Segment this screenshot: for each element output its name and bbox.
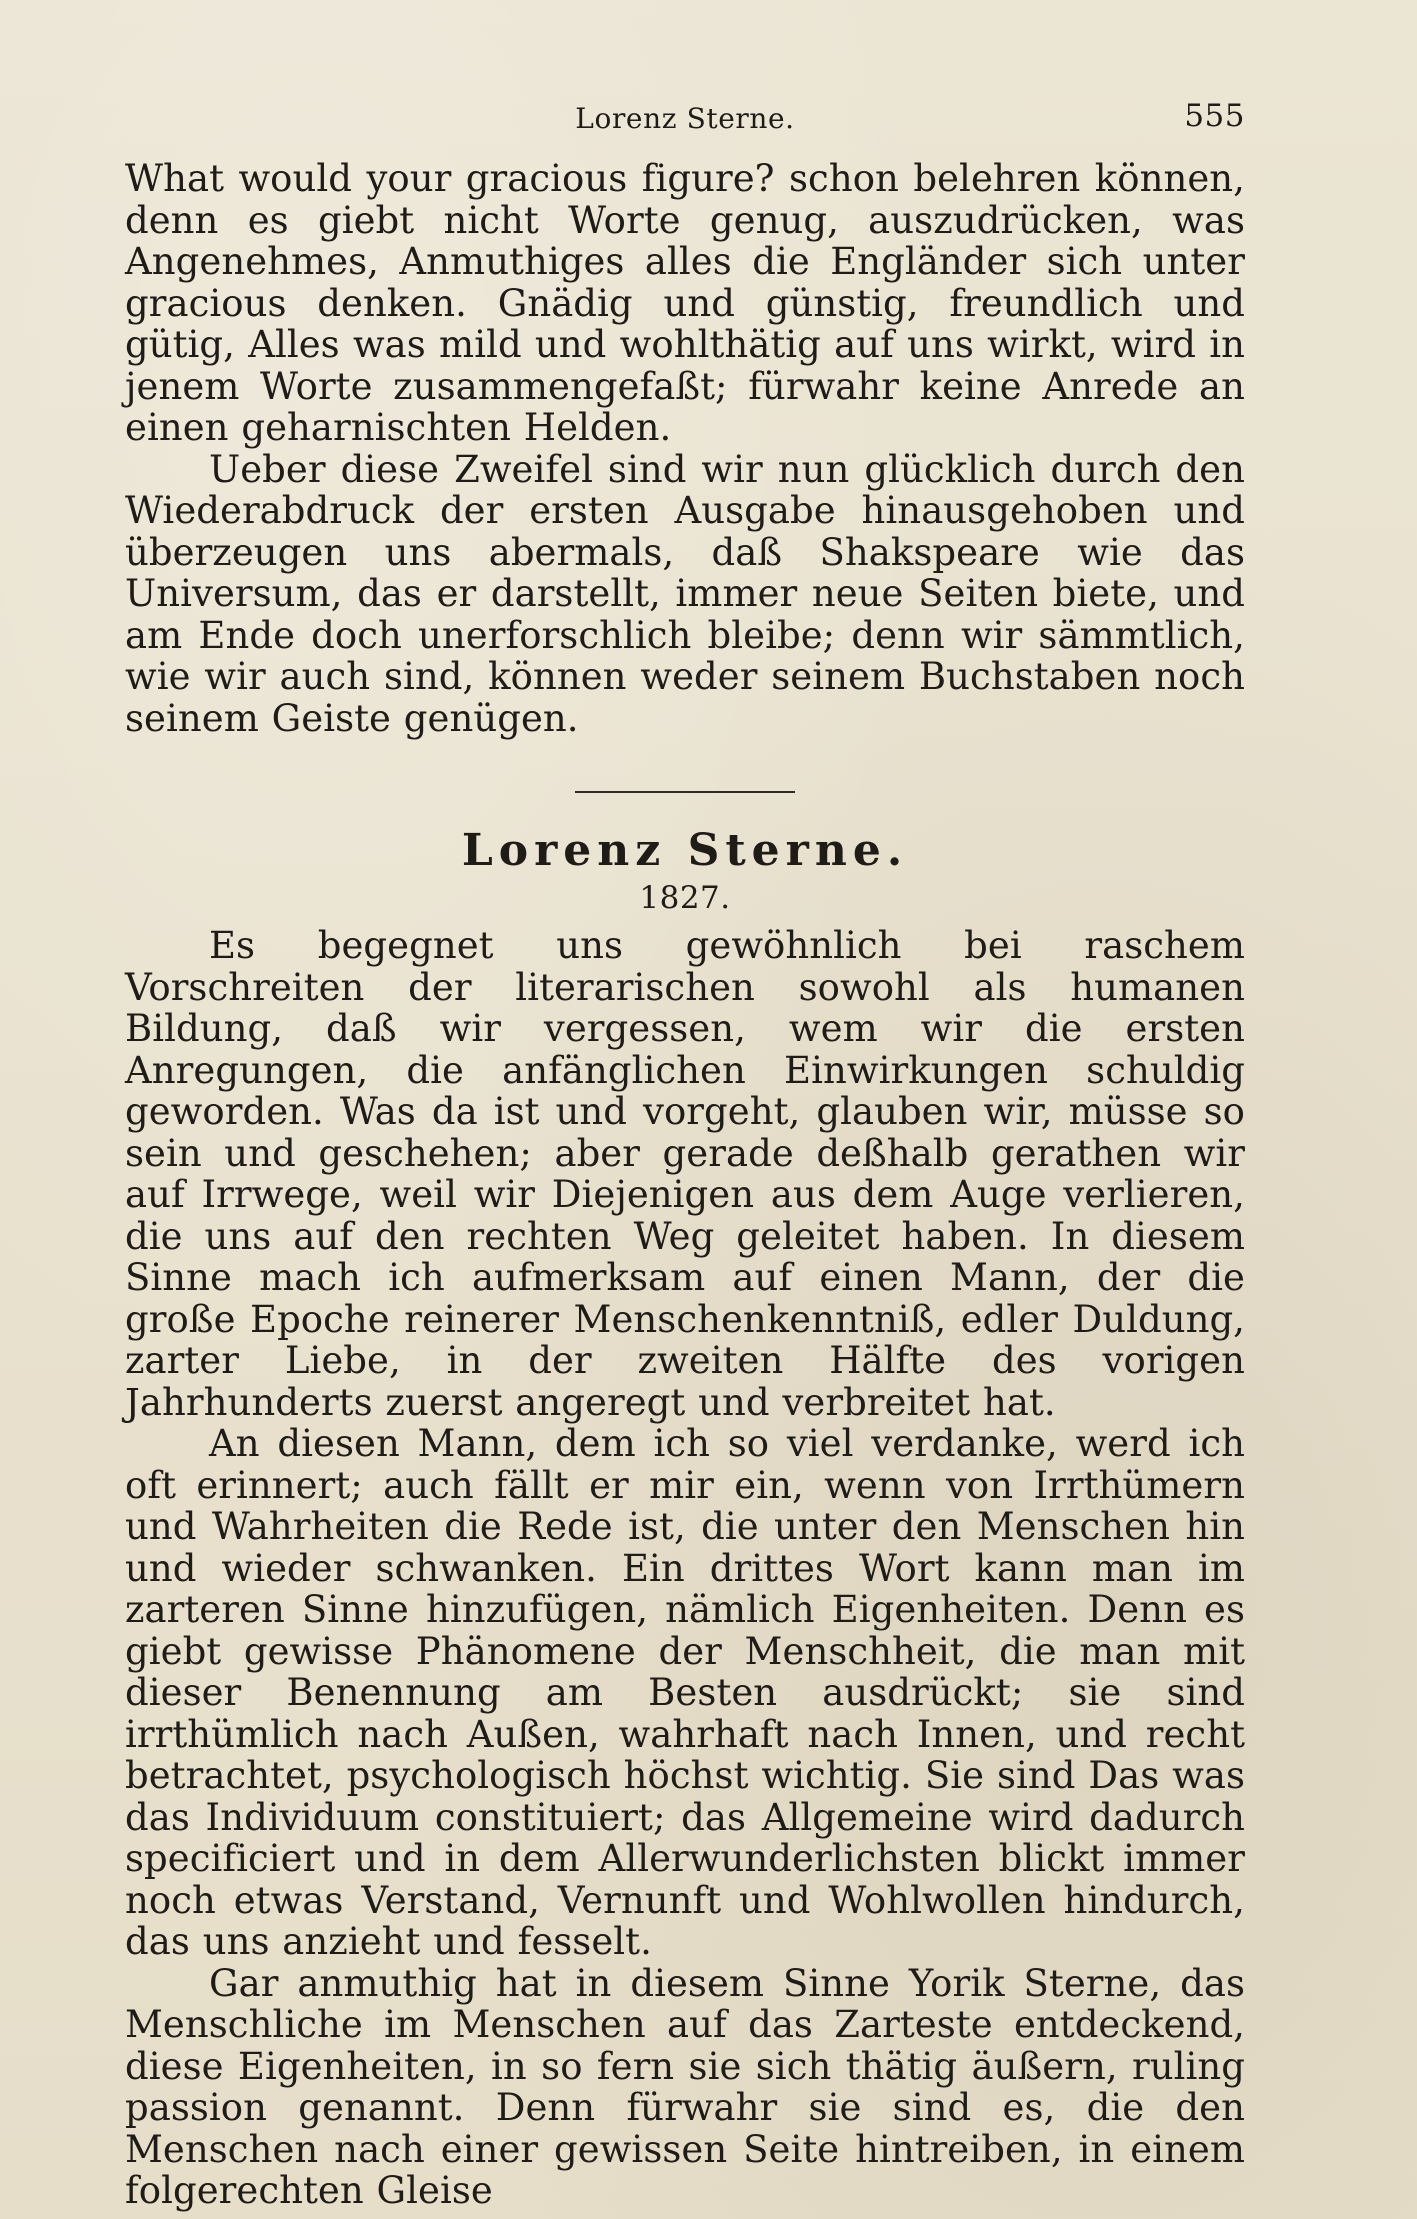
section-paragraph-1: Es begegnet uns gewöhnlich bei raschem Vorschreiten der literarischen sowohl als humanen Bildung, daß wir vergessen, wem wir die ersten Anregungen, die anfänglichen Einwirkungen schuldig geworden. Was da ist und vorgeht, glauben wir, müsse so sein und geschehen; aber gerade deßhalb gerathen wir auf Irrwege, weil wir Diejenigen aus dem Auge verlieren, die uns auf den rechten Weg geleitet haben. In diesem Sinne mach ich aufmerksam auf einen Mann, der die große Epoche reinerer Menschenkenntniß, edler Duldung, zarter Liebe, in der zweiten Hälfte des vorigen Jahrhunderts zuerst angeregt und verbreitet hat. (125, 924, 1245, 1424)
running-head-title: Lorenz Sterne. (575, 102, 795, 135)
section-paragraph-2: An diesen Mann, dem ich so viel verdanke, werd ich oft erinnert; auch fällt er mir ein, wenn von Irrthümern und Wahrheiten die Rede ist, die unter den Menschen hin und wieder schwanken. Ein drittes Wort kann man im zarteren Sinne hinzufügen, nämlich Eigenheiten. Denn es giebt gewisse Phänomene der Menschheit, die man mit dieser Benennung am Besten ausdrückt; sie sind irrthümlich nach Außen, wahrhaft nach Innen, und recht betrachtet, psychologisch höchst wichtig. Sie sind Das was das Individuum constituiert; das Allgemeine wird dadurch specificiert und in dem Allerwunderlichsten blickt immer noch etwas Verstand, Vernunft und Wohlwollen hindurch, das uns anzieht und fesselt. (125, 1422, 1245, 1963)
top-paragraph-2: Ueber diese Zweifel sind wir nun glücklich durch den Wiederabdruck der ersten Ausgabe hinausgehoben und überzeugen uns abermals, daß Shakspeare wie das Universum, das er darstellt, immer neue Seiten biete, und am Ende doch unerforschlich bleibe; denn wir sämmtlich, wie wir auch sind, können weder seinem Buchstaben noch seinem Geiste genügen. (125, 447, 1245, 740)
section-paragraph-3: Gar anmuthig hat in diesem Sinne Yorik Sterne, das Menschliche im Menschen auf das Zarteste entdeckend, diese Eigenheiten, in so fern sie sich thätig äußern, ruling passion genannt. Denn fürwahr sie sind es, die den Menschen nach einer gewissen Seite hintreiben, in einem folgerechten Gleise (125, 1961, 1245, 2212)
running-head (125, 98, 1245, 150)
page-content (125, 98, 1245, 2212)
section-divider (575, 791, 795, 793)
section-title: Lorenz Sterne. (461, 825, 909, 876)
top-paragraph-1: What would your gracious figure? schon belehren können, denn es giebt nicht Worte genug, auszudrücken, was Angenehmes, Anmuthiges alles die Engländer sich unter gracious denken. Gnädig und günstig, freundlich und gütig, Alles was mild und wohlthätig auf uns wirkt, wird in jenem Worte zusammengefaßt; fürwahr keine Anrede an einen geharnischten Helden. (125, 157, 1245, 449)
section-year: 1827. (639, 880, 731, 916)
page-number: 555 (1184, 98, 1245, 134)
